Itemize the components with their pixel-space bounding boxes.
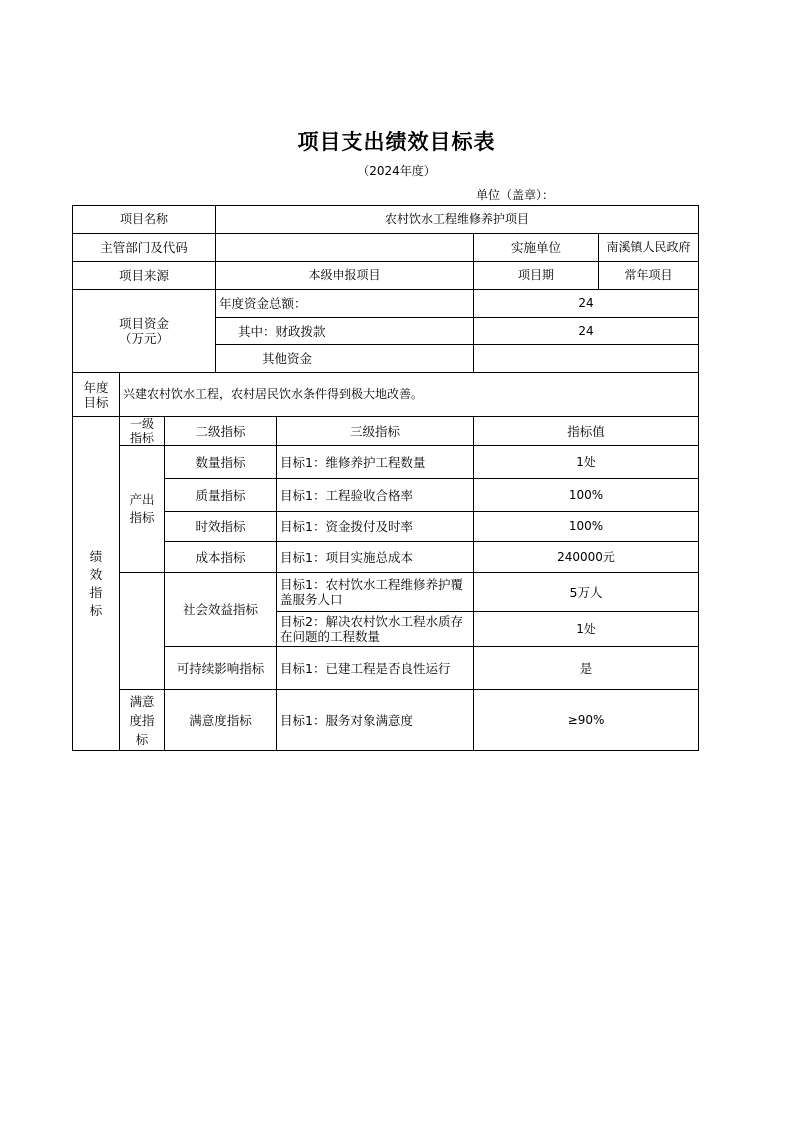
dept-value [216,234,474,262]
period-label: 项目期 [474,262,599,290]
level3-cell: 目标1：已建工程是否良性运行 [277,647,474,690]
funds-other-value [474,345,699,373]
annual-goal-text: 兴建农村饮水工程，农村居民饮水条件得到极大地改善。 [120,373,699,417]
output-indicator-label: 产出 指标 [120,446,165,573]
level3-cell: 目标1：资金拨付及时率 [277,512,474,542]
unit-stamp-label: 单位（盖章）： [476,188,555,202]
value-cell: 100% [474,479,699,512]
benefit-indicator-label [120,573,165,690]
level2-cell: 质量指标 [165,479,277,512]
funds-total-value: 24 [474,290,699,318]
project-name-value: 农村饮水工程维修养护项目 [216,206,699,234]
annual-goal-label: 年度 目标 [73,373,120,417]
level3-cell: 目标1：农村饮水工程维修养护覆盖服务人口 [277,573,474,612]
source-value: 本级申报项目 [216,262,474,290]
value-cell: 1处 [474,612,699,647]
satisfaction-indicator-label: 满意 度指 标 [120,690,165,751]
level3-cell: 目标1：项目实施总成本 [277,542,474,573]
level2-cell: 社会效益指标 [165,573,277,647]
value-cell: 1处 [474,446,699,479]
year-label: （2024年度） [357,164,436,178]
impl-unit-label: 实施单位 [474,234,599,262]
funds-fiscal-value: 24 [474,318,699,345]
value-cell: 100% [474,512,699,542]
funds-label: 项目资金 （万元） [73,290,216,373]
funds-total-label: 年度资金总额： [216,290,474,318]
project-name-label: 项目名称 [73,206,216,234]
level2-cell: 数量指标 [165,446,277,479]
level3-cell: 目标1：维修养护工程数量 [277,446,474,479]
performance-goal-table [72,205,699,751]
dept-label: 主管部门及代码 [73,234,216,262]
page-title: 项目支出绩效目标表 [297,130,496,154]
source-label: 项目来源 [73,262,216,290]
period-value: 常年项目 [599,262,699,290]
value-cell: 5万人 [474,573,699,612]
col-level1-header: 一级 指标 [120,417,165,446]
level3-cell: 目标1：服务对象满意度 [277,690,474,751]
funds-other-label: 其他资金 [216,345,474,373]
value-cell: 是 [474,647,699,690]
col-level2-header: 二级指标 [165,417,277,446]
level3-cell: 目标1：工程验收合格率 [277,479,474,512]
indicators-section-label: 绩效指标 [73,417,120,751]
level2-cell: 满意度指标 [165,690,277,751]
level2-cell: 成本指标 [165,542,277,573]
level2-cell: 时效指标 [165,512,277,542]
col-level3-header: 三级指标 [277,417,474,446]
value-cell: 240000元 [474,542,699,573]
level3-cell: 目标2：解决农村饮水工程水质存在问题的工程数量 [277,612,474,647]
level2-cell: 可持续影响指标 [165,647,277,690]
impl-unit-value: 南溪镇人民政府 [599,234,699,262]
col-value-header: 指标值 [474,417,699,446]
value-cell: ≥90% [474,690,699,751]
funds-fiscal-label: 其中：财政拨款 [216,318,474,345]
